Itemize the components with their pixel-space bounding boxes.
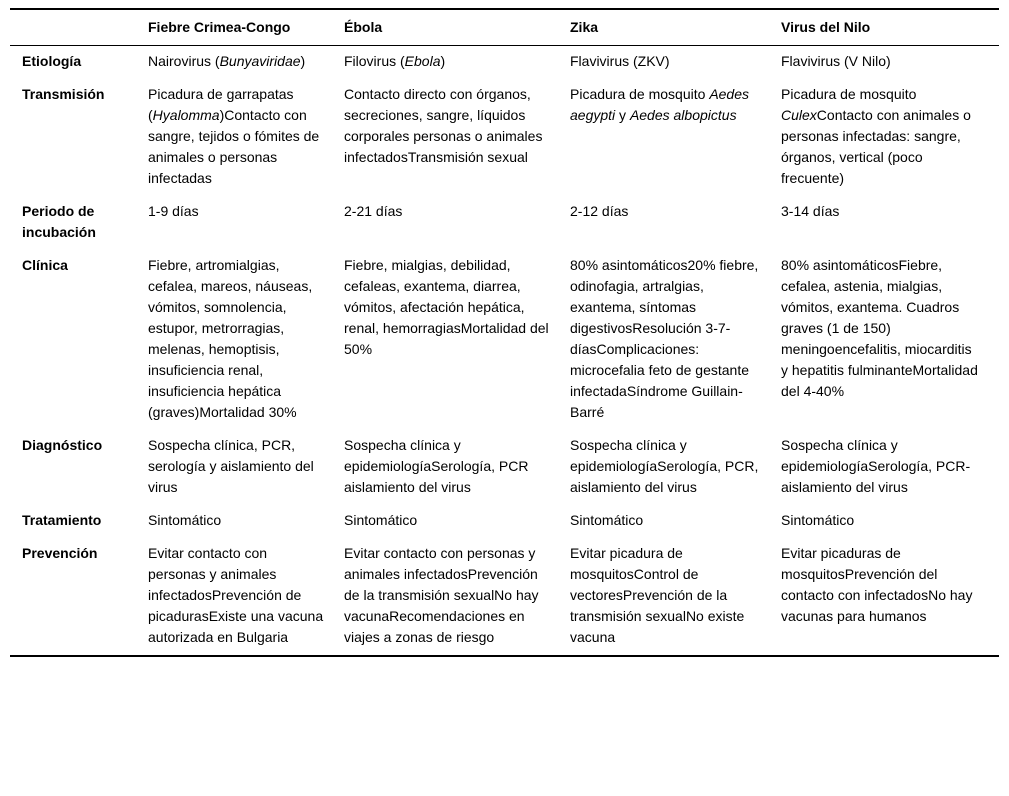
- table-row-periodo-incubacion: [10, 196, 999, 250]
- column-header-fiebre-crimea-congo: Fiebre Crimea-Congo: [148, 9, 344, 46]
- document-page: [10, 8, 999, 657]
- column-header-ebola: Ébola: [344, 9, 570, 46]
- cell-transmision-ebola: Contacto directo con órganos, secreciones, sangre, líquidos corporales personas o animales infectadosTransmisión sexual: [344, 86, 543, 165]
- cell-etiologia-zika: Flavivirus (ZKV): [570, 53, 670, 69]
- cell-incubacion-ebola: 2-21 días: [344, 203, 403, 219]
- table-row-tratamiento: [10, 505, 999, 538]
- cell-transmision-nilo: Picadura de mosquito CulexContacto con animales o personas infectadas: sangre, órganos, vertical (poco frecuente): [781, 86, 971, 186]
- row-label-clinica: Clínica: [22, 257, 68, 273]
- cell-clinica-ebola: Fiebre, mialgias, debilidad, cefaleas, exantema, diarrea, vómitos, afectación hepática, renal, hemorragiasMortalidad del 50%: [344, 257, 549, 357]
- cell-clinica-zika: 80% asintomáticos20% fiebre, odinofagia, artralgias, exantema, síntomas digestivosResolución 3-7-díasComplicaciones: microcefalia feto de gestante infectadaSíndrome Guillain-Barré: [570, 257, 759, 420]
- row-label-transmision: Transmisión: [22, 86, 105, 102]
- table-row-transmision: [10, 79, 999, 196]
- cell-tratamiento-crimea-congo: Sintomático: [148, 512, 222, 528]
- cell-transmision-zika: Picadura de mosquito Aedes aegypti y Aedes albopictus: [570, 86, 750, 123]
- cell-clinica-nilo: 80% asintomáticosFiebre, cefalea, astenia, mialgias, vómitos, exantema. Cuadros graves (1 de 150) meningoencefalitis, miocarditis y hepatitis fulminanteMortalidad del 4-40%: [781, 257, 978, 399]
- cell-prevencion-nilo: Evitar picaduras de mosquitosPrevención del contacto con infectadosNo hay vacunas para humanos: [781, 545, 973, 624]
- row-label-prevencion: Prevención: [22, 545, 98, 561]
- cell-prevencion-ebola: Evitar contacto con personas y animales infectadosPrevención de la transmisión sexualNo hay vacunaRecomendaciones en viajes a zonas de riesgo: [344, 545, 539, 645]
- cell-diagnostico-ebola: Sospecha clínica y epidemiologíaSerología, PCR aislamiento del virus: [344, 437, 529, 495]
- row-label-periodo-incubacion: Periodo de incubación: [22, 203, 96, 240]
- cell-incubacion-zika: 2-12 días: [570, 203, 629, 219]
- cell-etiologia-crimea-congo: Nairovirus (Bunyaviridae): [148, 53, 306, 69]
- cell-diagnostico-nilo: Sospecha clínica y epidemiologíaSerología, PCR-aislamiento del virus: [781, 437, 971, 495]
- cell-tratamiento-nilo: Sintomático: [781, 512, 855, 528]
- virus-comparison-table: [10, 8, 999, 657]
- table-header-row: [10, 9, 999, 46]
- cell-etiologia-ebola: Filovirus (Ebola): [344, 53, 446, 69]
- cell-incubacion-nilo: 3-14 días: [781, 203, 840, 219]
- row-label-tratamiento: Tratamiento: [22, 512, 102, 528]
- column-header-empty: [10, 9, 148, 46]
- table-row-clinica: [10, 250, 999, 430]
- cell-clinica-crimea-congo: Fiebre, artromialgias, cefalea, mareos, náuseas, vómitos, somnolencia, estupor, metrorragias, melenas, hemoptisis, insuficiencia renal, insuficiencia hepática (graves)Mortalidad 30%: [148, 257, 313, 420]
- row-label-diagnostico: Diagnóstico: [22, 437, 103, 453]
- row-label-etiologia: Etiología: [22, 53, 82, 69]
- column-header-zika: Zika: [570, 9, 781, 46]
- cell-etiologia-nilo: Flavivirus (V Nilo): [781, 53, 891, 69]
- table-row-etiologia: [10, 46, 999, 80]
- cell-diagnostico-zika: Sospecha clínica y epidemiologíaSerología, PCR, aislamiento del virus: [570, 437, 759, 495]
- table-row-prevencion: [10, 538, 999, 656]
- cell-prevencion-zika: Evitar picadura de mosquitosControl de vectoresPrevención de la transmisión sexualNo existe vacuna: [570, 545, 745, 645]
- cell-transmision-crimea-congo: Picadura de garrapatas (Hyalomma)Contacto con sangre, tejidos o fómites de animales o personas infectadas: [148, 86, 320, 186]
- table-row-diagnostico: [10, 430, 999, 505]
- cell-tratamiento-ebola: Sintomático: [344, 512, 418, 528]
- column-header-virus-del-nilo: Virus del Nilo: [781, 9, 999, 46]
- cell-diagnostico-crimea-congo: Sospecha clínica, PCR, serología y aislamiento del virus: [148, 437, 314, 495]
- cell-incubacion-crimea-congo: 1-9 días: [148, 203, 199, 219]
- cell-tratamiento-zika: Sintomático: [570, 512, 644, 528]
- cell-prevencion-crimea-congo: Evitar contacto con personas y animales infectadosPrevención de picadurasExiste una vacuna autorizada en Bulgaria: [148, 545, 324, 645]
